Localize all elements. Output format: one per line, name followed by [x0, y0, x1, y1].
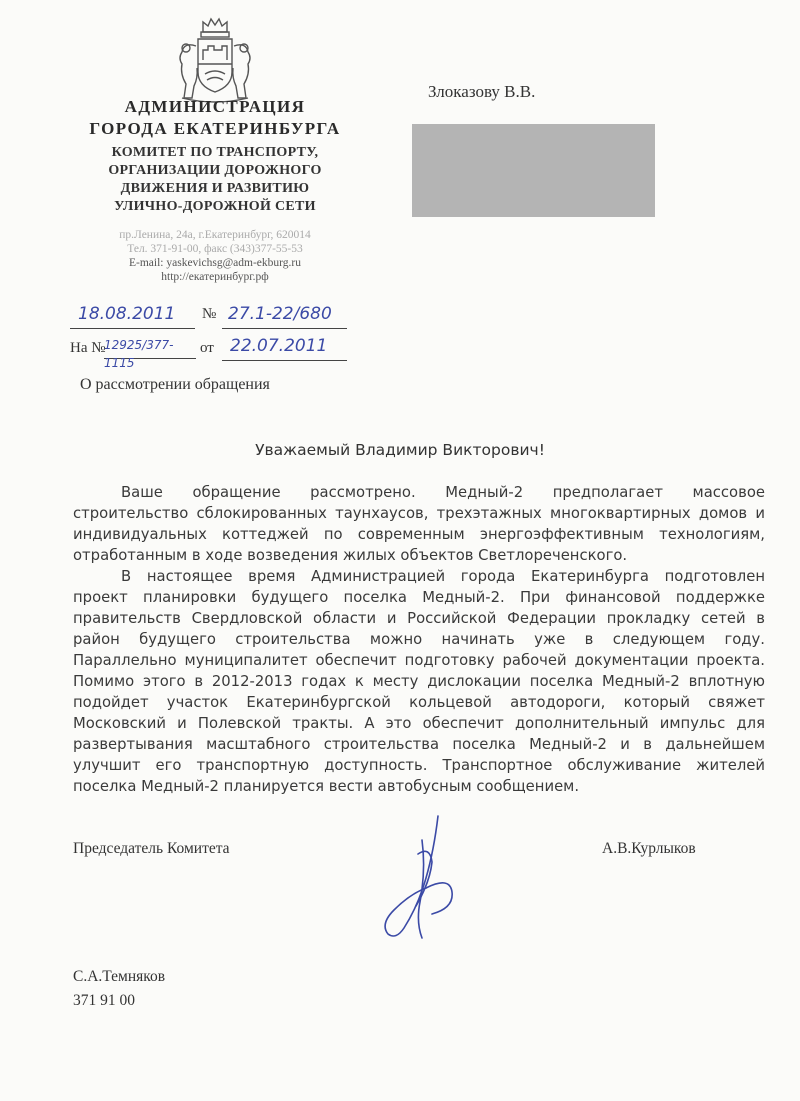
paragraph-2-line: В настоящее время Администрацией города Екатеринбурга подготовлен — [121, 568, 765, 585]
executor-name: С.А.Темняков — [73, 968, 166, 985]
outgoing-number-field — [222, 304, 347, 329]
reply-date: 22.07.2011 — [230, 336, 328, 356]
redacted-address-block — [412, 124, 655, 217]
org-address: пр.Ленина, 24а, г.Екатеринбург, 620014 — [119, 229, 311, 241]
org-website: http://екатеринбург.рф — [161, 271, 269, 283]
paragraph-1-line: отработанным в ходе возведения жилых объектов Светлореченского. — [73, 547, 628, 564]
paragraph-2-line: развертывания масштабного строительства поселка Медный-2 и в дальнейшем — [73, 736, 765, 753]
committee-line-3: ДВИЖЕНИЯ И РАЗВИТИЮ — [120, 181, 310, 196]
paragraph-2-line: поселка Медный-2 планируется вести автобусным сообщением. — [73, 778, 580, 795]
reply-date-field — [222, 336, 347, 361]
paragraph-2-line: Помимо этого в 2012-2013 годах к месту дислокации поселка Медный-2 вплотную — [73, 673, 765, 690]
number-symbol: № — [202, 306, 217, 322]
paragraph-1-line: Ваше обращение рассмотрено. Медный-2 предполагает массовое — [121, 484, 765, 501]
paragraph-2 — [73, 566, 765, 797]
letter-subject: О рассмотрении обращения — [80, 376, 270, 393]
salutation: Уважаемый Владимир Викторович! — [255, 441, 545, 459]
paragraph-2-line: Московский и Полевской тракты. А это обеспечит дополнительный импульс для — [73, 715, 765, 732]
reply-number: 12925/377-1115 — [104, 338, 174, 370]
org-title-line2: ГОРОДА ЕКАТЕРИНБУРГА — [89, 119, 341, 138]
outgoing-number: 27.1-22/680 — [228, 304, 332, 324]
paragraph-2-line: улучшит его транспортную доступность. Транспортное обслуживание жителей — [73, 757, 765, 774]
reply-prefix: На № — [70, 340, 106, 356]
reply-number-field — [104, 336, 196, 370]
paragraph-1-line: индивидуальных коттеджей по современным энергоэффективным технологиям, — [73, 526, 765, 543]
committee-line-2: ОРГАНИЗАЦИИ ДОРОЖНОГО — [108, 163, 322, 178]
signatory-name: А.В.Курлыков — [602, 840, 696, 857]
outgoing-date-field — [70, 304, 195, 329]
committee-line-1: КОМИТЕТ ПО ТРАНСПОРТУ, — [111, 145, 319, 160]
paragraph-2-line: подойдет участок Екатеринбургской кольцевой автодороги, который свяжет — [73, 694, 765, 711]
paragraph-2-line: район будущего строительства можно начинать уже в следующем году. — [73, 631, 765, 648]
outgoing-date: 18.08.2011 — [78, 304, 176, 324]
signatory-position: Председатель Комитета — [73, 840, 230, 857]
paragraph-2-line: проект планировки будущего поселка Медный-2. При финансовой поддержке — [73, 589, 765, 606]
executor-phone: 371 91 00 — [73, 992, 135, 1009]
addressee-name: Злоказову В.В. — [428, 82, 536, 101]
coat-of-arms-icon — [170, 12, 260, 108]
paragraph-1-line: строительство сблокированных таунхаусов, трехэтажных многоквартирных домов и — [73, 505, 765, 522]
paragraph-2-line: Параллельно муниципалитет обеспечит подготовку рабочей документации проекта. — [73, 652, 765, 669]
handwritten-signature-icon — [360, 810, 480, 950]
committee-line-4: УЛИЧНО-ДОРОЖНОЙ СЕТИ — [114, 199, 316, 214]
org-title-line1: АДМИНИСТРАЦИЯ — [124, 97, 306, 116]
paragraph-1 — [73, 482, 765, 566]
org-phone: Тел. 371-91-00, факс (343)377-55-53 — [127, 243, 303, 255]
from-label: от — [200, 340, 214, 356]
org-email: E-mail: yaskevichsg@adm-ekburg.ru — [129, 257, 301, 269]
paragraph-2-line: правительств Свердловской области и Российской Федерации прокладку сетей в — [73, 610, 765, 627]
